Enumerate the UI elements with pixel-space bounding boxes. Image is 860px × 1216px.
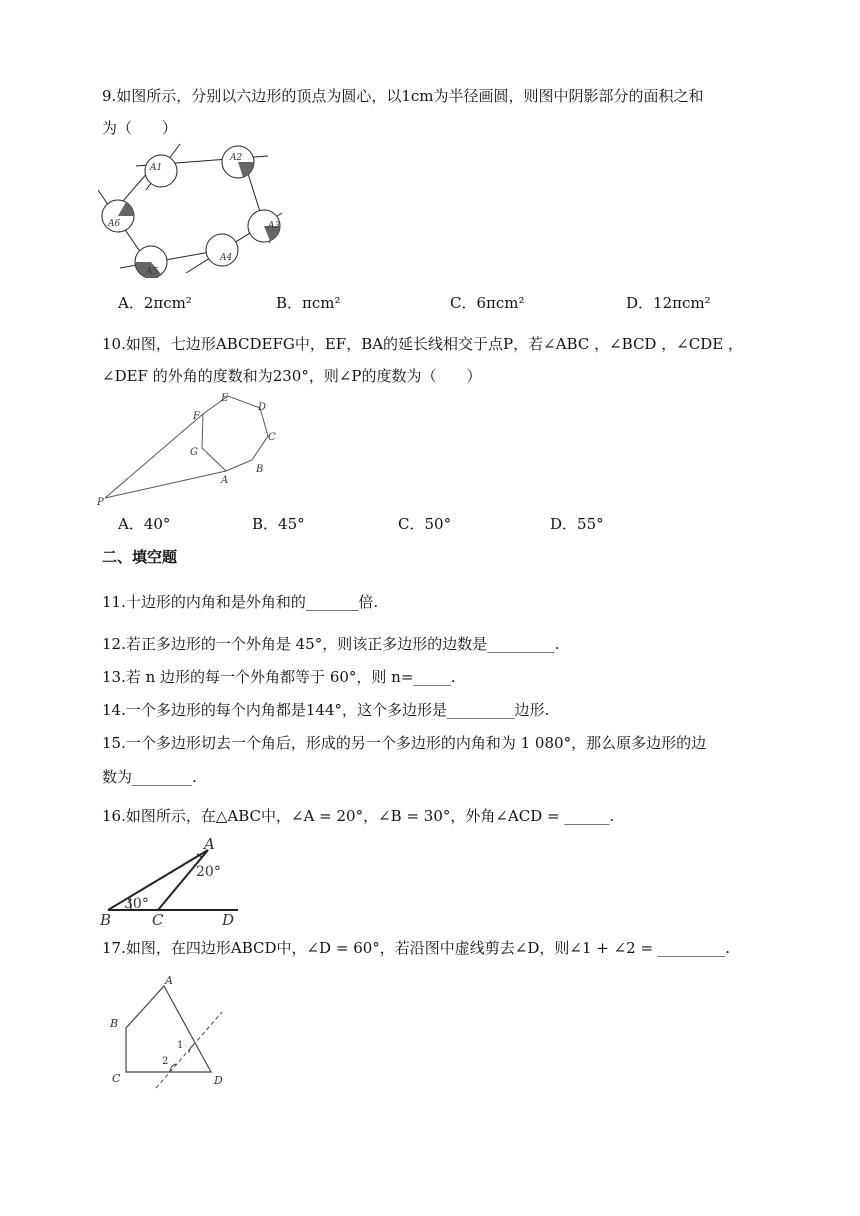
q11-text: 11.十边形的内角和是外角和的_______倍. — [102, 593, 379, 611]
q15-text-line1: 15.一个多边形切去一个角后，形成的另一个多边形的内角和为 1 080°，那么原多边形的边 — [102, 734, 707, 752]
q9-option-a[interactable]: A．2πcm² — [118, 294, 192, 312]
q10-label-d: D — [258, 402, 267, 413]
q9-option-b[interactable]: B．πcm² — [276, 294, 341, 312]
q10-option-a[interactable]: A．40° — [118, 515, 171, 533]
q16-label-d: D — [222, 911, 235, 928]
q10-label-f: F — [193, 411, 200, 422]
q9-hexagon-figure — [98, 140, 288, 278]
q10-option-d[interactable]: D．55° — [550, 515, 604, 533]
q10-label-p: P — [97, 497, 104, 508]
q15-text-line2: 数为________. — [102, 768, 197, 786]
q10-label-e: E — [221, 393, 229, 404]
q10-option-c[interactable]: C．50° — [398, 515, 452, 533]
q17-text: 17.如图，在四边形ABCD中，∠D = 60°，若沿图中虚线剪去∠D，则∠1 + ∠2 = _________. — [102, 939, 731, 957]
q10-label-c: C — [268, 432, 276, 443]
q9-options — [118, 292, 838, 314]
q9-label-a4: A4 — [220, 253, 233, 263]
q17-label-a: A — [165, 974, 173, 987]
q16-label-b: B — [100, 911, 112, 928]
q17-angle-2: 2 — [162, 1056, 169, 1067]
q10-label-b: B — [256, 464, 264, 475]
q9-text-line2: 为（ ） — [102, 119, 178, 137]
q16-label-a: A — [204, 835, 215, 853]
q10-label-a: A — [221, 475, 229, 486]
q16-label-c: C — [152, 911, 164, 928]
q10-option-b[interactable]: B．45° — [252, 515, 305, 533]
q17-angle-1: 1 — [177, 1040, 184, 1051]
q9-label-a5: A5 — [146, 267, 159, 277]
q16-angle-b: 30° — [124, 896, 149, 912]
q13-text: 13.若 n 边形的每一个外角都等于 60°，则 n=_____. — [102, 668, 456, 686]
q9-option-c[interactable]: C．6πcm² — [450, 294, 525, 312]
q10-text-line1: 10.如图，七边形ABCDEFG中，EF，BA的延长线相交于点P，若∠ABC ，∠BCD ，∠CDE ， — [102, 335, 744, 353]
q10-heptagon-figure — [96, 388, 286, 508]
q14-text: 14.一个多边形的每个内角都是144°，这个多边形是_________边形. — [102, 701, 550, 719]
q10-text-line2: ∠DEF 的外角的度数和为230°，则∠P的度数为（ ） — [102, 367, 482, 385]
q9-text-line1: 9.如图所示，分别以六边形的顶点为圆心，以1cm为半径画圆，则图中阴影部分的面积之和 — [102, 87, 704, 105]
q9-label-a6: A6 — [108, 219, 121, 229]
q16-angle-a: 20° — [196, 864, 221, 880]
q17-label-c: C — [112, 1072, 121, 1085]
q9-label-a3: A3 — [268, 221, 281, 231]
q17-label-b: B — [110, 1017, 119, 1030]
q9-option-d[interactable]: D．12πcm² — [626, 294, 711, 312]
q12-text: 12.若正多边形的一个外角是 45°，则该正多边形的边数是_________. — [102, 635, 560, 653]
q10-options — [118, 513, 838, 535]
q17-quadrilateral-figure — [104, 968, 234, 1092]
q10-label-g: G — [190, 447, 198, 458]
q16-text: 16.如图所示，在△ABC中，∠A = 20°，∠B = 30°，外角∠ACD = ______. — [102, 807, 615, 825]
q16-triangle-figure — [96, 834, 246, 928]
q17-label-d: D — [214, 1074, 223, 1087]
section-2-title: 二、填空题 — [102, 548, 178, 566]
q9-label-a1: A1 — [150, 163, 163, 173]
q9-label-a2: A2 — [230, 153, 243, 163]
